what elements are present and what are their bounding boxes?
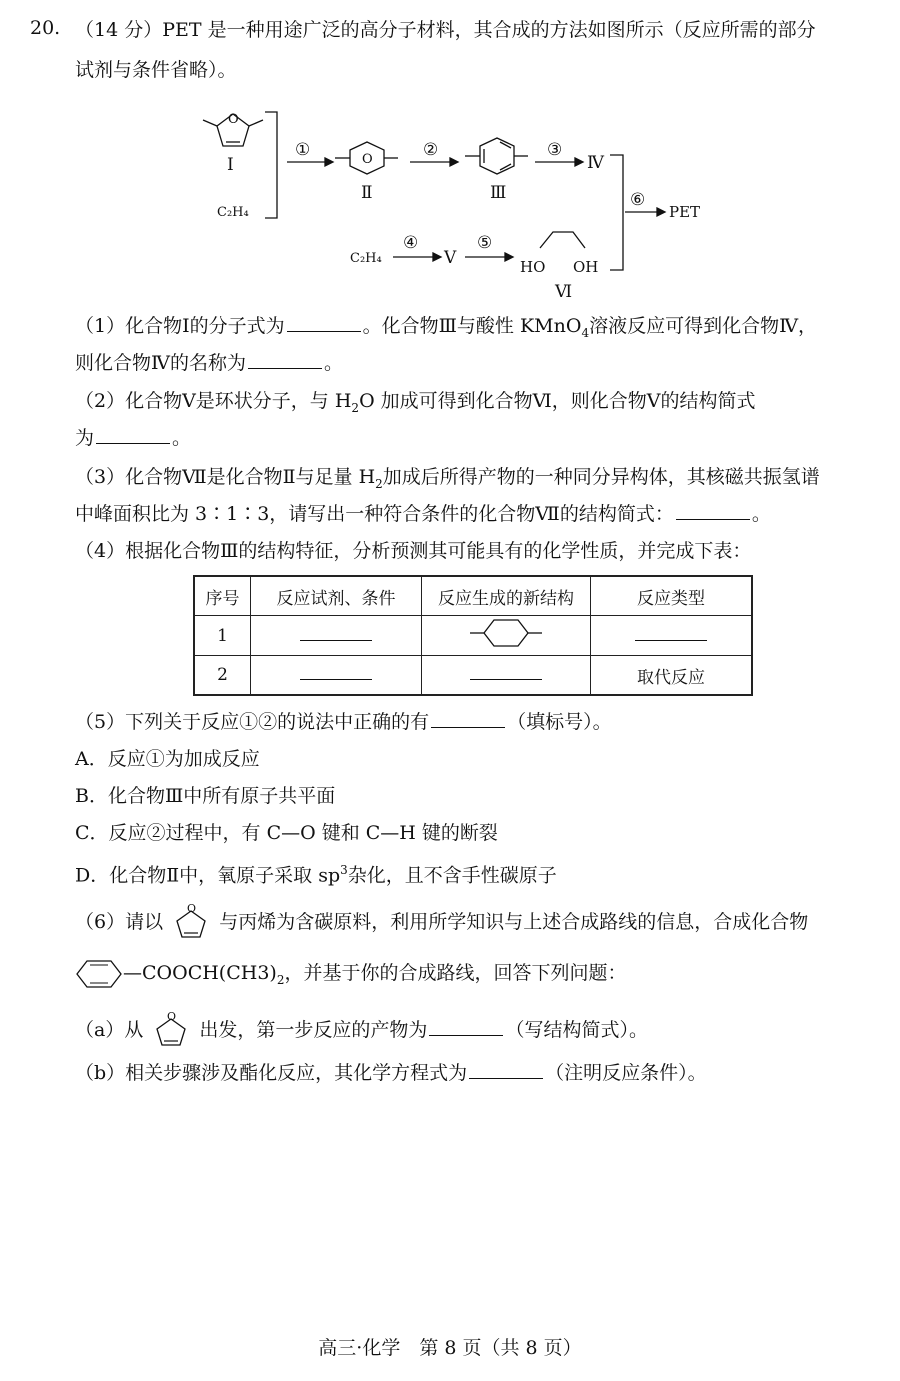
table-row — [194, 656, 752, 696]
part-1-line-1: （1）化合物Ⅰ的分子式为 。化合物Ⅲ与酸性 KMnO$_4$溶液反应可得到化合物Ⅳ， — [75, 315, 818, 340]
label-compound-5: Ⅴ — [444, 248, 457, 268]
answer-blank[interactable] — [635, 628, 707, 641]
answer-blank[interactable] — [248, 350, 322, 369]
label-step-1: ① — [295, 140, 311, 160]
label-step-5: ⑤ — [477, 233, 493, 253]
table-cell-type: 取代反应 — [591, 656, 753, 696]
label-compound-1: Ⅰ — [227, 155, 234, 175]
part-6-line-1: （6）请以 O 与丙烯为含碳原料，利用所学知识与上述合成路线的信息，合成化合物 — [75, 903, 808, 943]
label-step-2: ② — [423, 140, 439, 160]
option-a: A．反应①为加成反应 — [75, 748, 260, 770]
synthesis-scheme — [195, 100, 715, 300]
table-header: 反应试剂、条件 — [251, 576, 422, 616]
benzene-icon — [75, 957, 123, 991]
question-intro-2: 试剂与条件省略）。 — [75, 59, 237, 81]
answer-blank[interactable] — [431, 709, 505, 728]
label-compound-6: Ⅵ — [555, 282, 573, 300]
cyclohexane-icon — [466, 616, 546, 650]
furan-icon — [169, 903, 213, 943]
table-header: 序号 — [194, 576, 251, 616]
part-3-line-2: 中峰面积比为 3∶1∶3，请写出一种符合条件的化合物Ⅶ的结构简式： 。 — [75, 503, 771, 525]
label-compound-2: Ⅱ — [361, 183, 373, 203]
question-number: 20. — [30, 17, 61, 39]
answer-blank[interactable] — [287, 313, 361, 332]
answer-blank[interactable] — [470, 667, 542, 680]
o-atom-2: O — [362, 152, 373, 167]
question-intro: （14 分）PET 是一种用途广泛的高分子材料，其合成的方法如图所示（反应所需的部分 — [75, 19, 816, 41]
svg-text:O: O — [187, 903, 197, 915]
label-ho: HO — [520, 258, 546, 276]
cyclohexane-structure — [422, 616, 591, 656]
part-2-line-1: （2）化合物Ⅴ是环状分子，与 $H_2O$ 加成可得到化合物Ⅵ，则化合物Ⅴ的结构简式 — [75, 390, 756, 415]
label-oh: OH — [573, 258, 599, 276]
answer-blank[interactable] — [429, 1017, 503, 1036]
label-c2h4-top: C₂H₄ — [217, 205, 249, 220]
answer-blank[interactable] — [676, 501, 750, 520]
table-header: 反应生成的新结构 — [422, 576, 591, 616]
properties-table — [193, 575, 753, 696]
part-2-line-2: 为 。 — [75, 427, 192, 449]
label-step-4: ④ — [403, 233, 419, 253]
option-c: C．反应②过程中，有 C—O 键和 C—H 键的断裂 — [75, 822, 498, 844]
answer-blank[interactable] — [469, 1060, 543, 1079]
answer-blank[interactable] — [300, 628, 372, 641]
option-b: B．化合物Ⅲ中所有原子共平面 — [75, 785, 336, 807]
svg-text:O: O — [167, 1011, 177, 1023]
label-step-6: ⑥ — [630, 190, 646, 210]
furan-icon — [149, 1011, 193, 1051]
label-step-3: ③ — [547, 140, 563, 160]
part-6a: （a）从 O 出发，第一步反应的产物为 （写结构简式）。 — [75, 1011, 648, 1051]
option-d: D．化合物Ⅱ中，氧原子采取 $sp^3$杂化，且不含手性碳原子 — [75, 863, 557, 887]
part-5-text: （5）下列关于反应①②的说法中正确的有 （填标号）。 — [75, 711, 612, 733]
benzene-ring-3 — [480, 138, 514, 174]
label-compound-4: Ⅳ — [587, 153, 604, 173]
table-cell-no: 1 — [194, 616, 251, 656]
glycol-skeleton — [540, 232, 585, 248]
answer-blank[interactable] — [300, 667, 372, 680]
part-3-line-1: （3）化合物Ⅶ是化合物Ⅱ与足量 $H_2$加成后所得产物的一种同分异构体，其核磁共振氢谱 — [75, 466, 820, 491]
o-atom-1: O — [228, 112, 239, 127]
table-header: 反应类型 — [591, 576, 753, 616]
label-compound-3: Ⅲ — [490, 183, 507, 203]
answer-blank[interactable] — [96, 425, 170, 444]
part-6b: （b）相关步骤涉及酯化反应，其化学方程式为 （注明反应条件）。 — [75, 1062, 707, 1084]
table-row — [194, 616, 752, 656]
part-4-text: （4）根据化合物Ⅲ的结构特征，分析预测其可能具有的化学性质，并完成下表： — [75, 540, 752, 562]
part-6-line-2: $—COOCH(CH3)_2$，并基于你的合成路线，回答下列问题： — [75, 957, 627, 993]
page-footer: 高三·化学 第 8 页（共 8 页） — [318, 1337, 582, 1359]
part-1-line-2: 则化合物Ⅳ的名称为 。 — [75, 352, 343, 374]
label-c2h4-bottom: C₂H₄ — [350, 251, 382, 266]
label-pet: PET — [669, 203, 701, 221]
table-cell-no: 2 — [194, 656, 251, 696]
